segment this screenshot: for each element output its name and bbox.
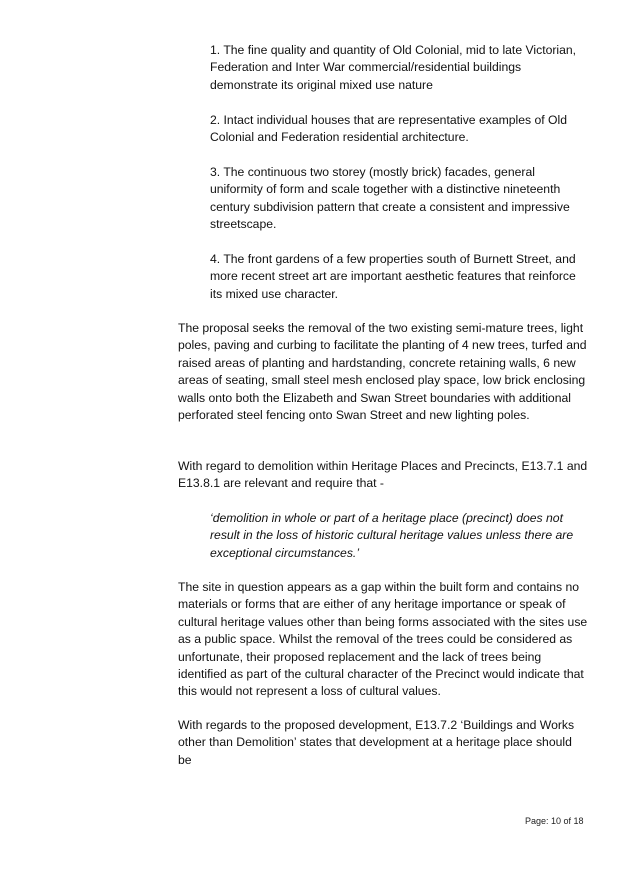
page-number: Page: 10 of 18 — [525, 816, 584, 826]
list-item-3: 3. The continuous two storey (mostly brick) facades, general uniformity of form and scale together with a distinctive nineteenth century subdivision pattern that create a consistent and impressive streetscape. — [210, 165, 570, 232]
site-paragraph: The site in question appears as a gap within the built form and contains no materials or forms that are either of any heritage importance or speak of cultural heritage values other than being forms associated with the sites use as a public space. Whilst the removal of the trees could be considered as unfortunate, their proposed replacement and the lack of trees being identified as part of the cultural character of the Precinct would indicate that this would not represent a loss of cultural values. — [178, 580, 588, 699]
development-paragraph: With regards to the proposed development, E13.7.2 ‘Buildings and Works other than Demolition’ states that development at a heritage place should be — [178, 718, 575, 767]
demolition-quote: ‘demolition in whole or part of a heritage place (precinct) does not result in the loss of historic cultural heritage values unless there are exceptional circumstances.’ — [210, 511, 574, 560]
proposal-paragraph: The proposal seeks the removal of the two existing semi-mature trees, light poles, paving and curbing to facilitate the planting of 4 new trees, turfed and raised areas of planting and hardstanding, concrete retaining walls, 6 new areas of seating, small steel mesh enclosed play space, low brick enclosing walls onto both the Elizabeth and Swan Street boundaries with additional perforated steel fencing onto Swan Street and new lighting poles. — [178, 321, 587, 423]
list-item-4: 4. The front gardens of a few properties south of Burnett Street, and more recent street art are important aesthetic features that reinforce its mixed use character. — [210, 252, 576, 301]
list-item-1: 1. The fine quality and quantity of Old Colonial, mid to late Victorian, Federation and Inter War commercial/residential buildings demonstrate its original mixed use nature — [210, 43, 577, 92]
demolition-paragraph: With regard to demolition within Heritage Places and Precincts, E13.7.1 and E13.8.1 are relevant and require that - — [178, 459, 588, 491]
list-item-2: 2. Intact individual houses that are representative examples of Old Colonial and Federation residential architecture. — [210, 113, 568, 145]
